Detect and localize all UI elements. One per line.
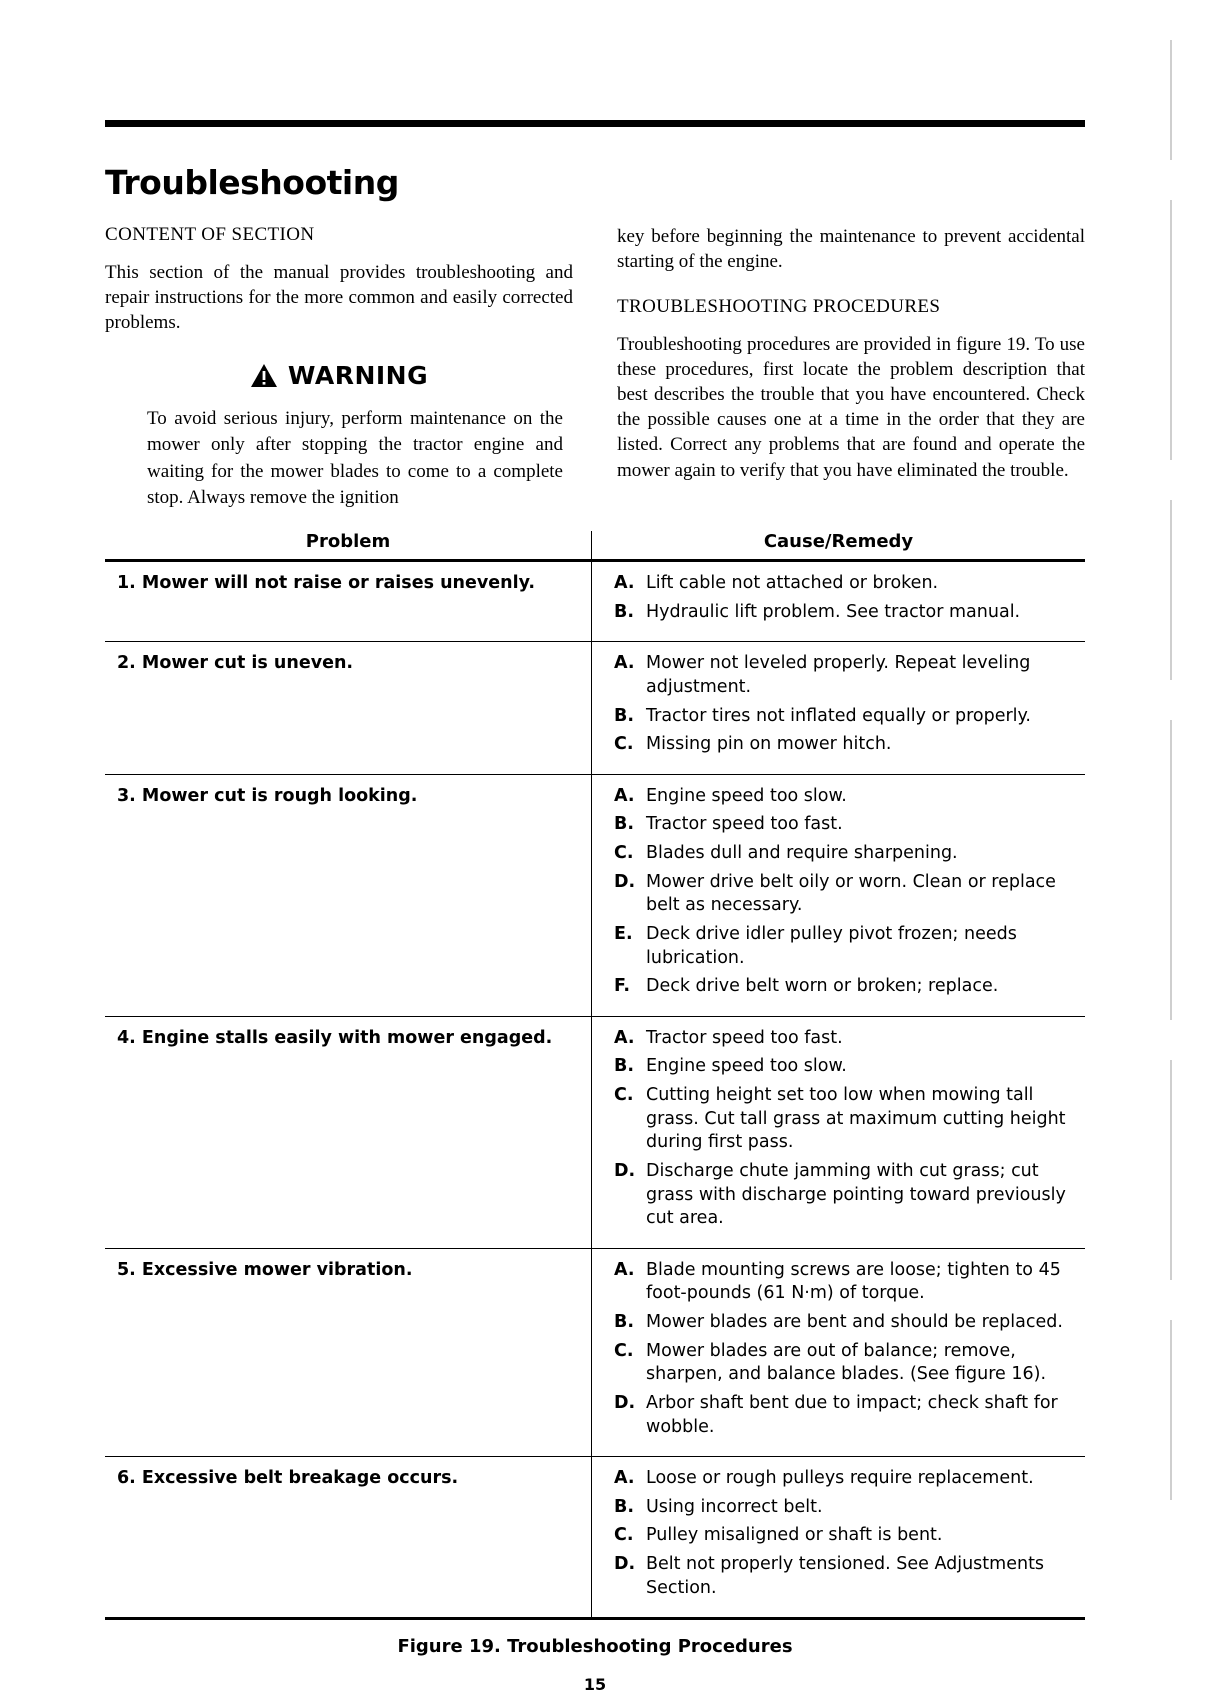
remedy-letter: D. xyxy=(614,1392,636,1413)
remedy-letter: B. xyxy=(614,1056,634,1077)
remedy-letter: C. xyxy=(614,1525,634,1546)
remedy-text: Hydraulic lift problem. See tractor manual. xyxy=(646,601,1021,622)
remedy-text: Engine speed too slow. xyxy=(646,785,847,806)
remedy-text: Mower not leveled properly. Repeat leveling adjustment. xyxy=(646,653,1031,697)
troubleshooting-procedures-heading: TROUBLESHOOTING PROCEDURES xyxy=(617,296,941,318)
remedy-letter: C. xyxy=(614,843,634,864)
remedy-letter: A. xyxy=(614,785,635,806)
remedy-cell xyxy=(592,1016,1086,1248)
remedy-item xyxy=(614,733,1077,757)
remedy-text: Discharge chute jamming with cut grass; cut grass with discharge pointing toward previously cut area. xyxy=(646,1160,1066,1229)
warning-triangle-icon xyxy=(250,363,278,388)
remedy-text: Loose or rough pulleys require replacement. xyxy=(646,1468,1034,1489)
table-row xyxy=(105,774,1085,1016)
remedy-item xyxy=(614,705,1077,729)
remedy-item xyxy=(614,1027,1077,1051)
remedy-cell xyxy=(592,561,1086,642)
remedy-text: Mower blades are out of balance; remove, sharpen, and balance blades. (See figure 16). xyxy=(646,1340,1047,1385)
remedy-letter: C. xyxy=(614,1340,634,1361)
remedy-text: Engine speed too slow. xyxy=(646,1056,847,1077)
table-header-row xyxy=(105,531,1085,561)
remedy-item xyxy=(614,1496,1077,1520)
remedy-cell xyxy=(592,642,1086,775)
table-row xyxy=(105,1457,1085,1619)
page-title: Troubleshooting xyxy=(105,163,399,202)
remedy-letter: B. xyxy=(614,705,634,726)
remedy-letter: B. xyxy=(614,1496,634,1517)
problem-cell: 4. Engine stalls easily with mower engaged. xyxy=(105,1016,592,1248)
problem-cell: 2. Mower cut is uneven. xyxy=(105,642,592,775)
two-column-text xyxy=(105,224,1085,511)
page-content xyxy=(105,120,1085,1694)
figure-caption: Figure 19. Troubleshooting Procedures xyxy=(397,1636,793,1658)
right-column xyxy=(617,224,1085,511)
remedy-letter: C. xyxy=(614,1085,634,1106)
remedy-cell xyxy=(592,1248,1086,1456)
table-body xyxy=(105,561,1085,1619)
remedy-item xyxy=(614,1553,1077,1600)
problem-cell: 5. Excessive mower vibration. xyxy=(105,1248,592,1456)
remedy-letter: E. xyxy=(614,923,633,944)
content-of-section-heading: CONTENT OF SECTION xyxy=(105,224,315,245)
remedy-item xyxy=(614,572,1077,596)
remedy-text: Missing pin on mower hitch. xyxy=(646,734,892,755)
remedy-item xyxy=(614,1340,1077,1387)
left-column xyxy=(105,224,573,511)
table-row xyxy=(105,1248,1085,1456)
remedy-item xyxy=(614,975,1077,999)
intro-paragraph: This section of the manual provides troubleshooting and repair instructions for the more common and easily corrected problems. xyxy=(105,262,573,334)
remedy-cell xyxy=(592,1457,1086,1619)
remedy-item xyxy=(614,923,1077,970)
remedy-text: Deck drive belt worn or broken; replace. xyxy=(646,976,999,997)
remedy-letter: A. xyxy=(614,573,635,594)
remedy-text: Cutting height set too low when mowing tall grass. Cut tall grass at maximum cutting height during first pass. xyxy=(646,1085,1066,1153)
remedy-text: Pulley misaligned or shaft is bent. xyxy=(646,1525,943,1546)
remedy-letter: B. xyxy=(614,1312,634,1333)
table-row xyxy=(105,561,1085,642)
remedy-letter: A. xyxy=(614,1468,635,1489)
remedy-letter: C. xyxy=(614,734,634,755)
remedy-item xyxy=(614,1524,1077,1548)
remedy-item xyxy=(614,601,1077,625)
remedy-letter: B. xyxy=(614,601,634,622)
remedy-text: Blade mounting screws are loose; tighten to 45 foot-pounds (61 N·m) of torque. xyxy=(646,1259,1061,1304)
remedy-letter: A. xyxy=(614,1259,635,1280)
problem-cell: 3. Mower cut is rough looking. xyxy=(105,774,592,1016)
table-row xyxy=(105,1016,1085,1248)
header-rule xyxy=(105,120,1085,127)
remedy-item xyxy=(614,1160,1077,1231)
continuation-paragraph: key before beginning the maintenance to prevent accidental starting of the engine. xyxy=(617,226,1085,273)
remedy-text: Deck drive idler pulley pivot frozen; needs lubrication. xyxy=(646,923,1017,968)
remedy-item xyxy=(614,871,1077,918)
remedy-item xyxy=(614,785,1077,809)
problem-cell: 6. Excessive belt breakage occurs. xyxy=(105,1457,592,1619)
remedy-letter: D. xyxy=(614,1554,636,1575)
warning-label: WARNING xyxy=(287,361,429,391)
remedy-item xyxy=(614,1311,1077,1335)
column-header-problem: Problem xyxy=(105,531,592,561)
remedy-text: Tractor speed too fast. xyxy=(646,1027,843,1048)
remedy-item xyxy=(614,842,1077,866)
procedures-paragraph: Troubleshooting procedures are provided in figure 19. To use these procedures, first locate the problem description that best describes the trouble that you have encountered. Check the possible causes one at a time in the order that they are listed. Correct any problems that are found and operate the mower again to verify that you have eliminated the trouble. xyxy=(617,334,1085,481)
remedy-text: Using incorrect belt. xyxy=(646,1496,823,1517)
remedy-letter: A. xyxy=(614,653,635,674)
remedy-text: Tractor speed too fast. xyxy=(646,814,843,835)
remedy-item xyxy=(614,652,1077,699)
remedy-text: Arbor shaft bent due to impact; check shaft for wobble. xyxy=(646,1392,1058,1437)
remedy-item xyxy=(614,1259,1077,1306)
remedy-item xyxy=(614,1084,1077,1155)
column-header-remedy: Cause/Remedy xyxy=(592,531,1086,561)
remedy-text: Mower blades are bent and should be replaced. xyxy=(646,1312,1063,1333)
remedy-item xyxy=(614,1392,1077,1439)
remedy-letter: D. xyxy=(614,871,636,892)
problem-cell: 1. Mower will not raise or raises unevenly. xyxy=(105,561,592,642)
remedy-letter: B. xyxy=(614,814,634,835)
remedy-item xyxy=(614,1467,1077,1491)
remedy-text: Tractor tires not inflated equally or properly. xyxy=(646,705,1031,726)
warning-text: To avoid serious injury, perform maintenance on the mower only after stopping the tractor engine and waiting for the mower blades to come to a complete stop. Always remove the ignition xyxy=(147,408,563,508)
remedy-letter: D. xyxy=(614,1160,636,1181)
table-row xyxy=(105,642,1085,775)
remedy-letter: A. xyxy=(614,1027,635,1048)
remedy-text: Mower drive belt oily or worn. Clean or replace belt as necessary. xyxy=(646,871,1056,916)
remedy-text: Lift cable not attached or broken. xyxy=(646,573,939,594)
warning-header xyxy=(105,361,573,390)
remedy-item xyxy=(614,813,1077,837)
troubleshooting-table xyxy=(105,531,1085,1620)
remedy-item xyxy=(614,1055,1077,1079)
remedy-text: Belt not properly tensioned. See Adjustments Section. xyxy=(646,1554,1045,1598)
remedy-letter: F. xyxy=(614,976,631,997)
page-edge-marks xyxy=(1170,0,1172,1584)
remedy-cell xyxy=(592,774,1086,1016)
remedy-text: Blades dull and require sharpening. xyxy=(646,843,958,864)
page-number: 15 xyxy=(583,1675,607,1694)
